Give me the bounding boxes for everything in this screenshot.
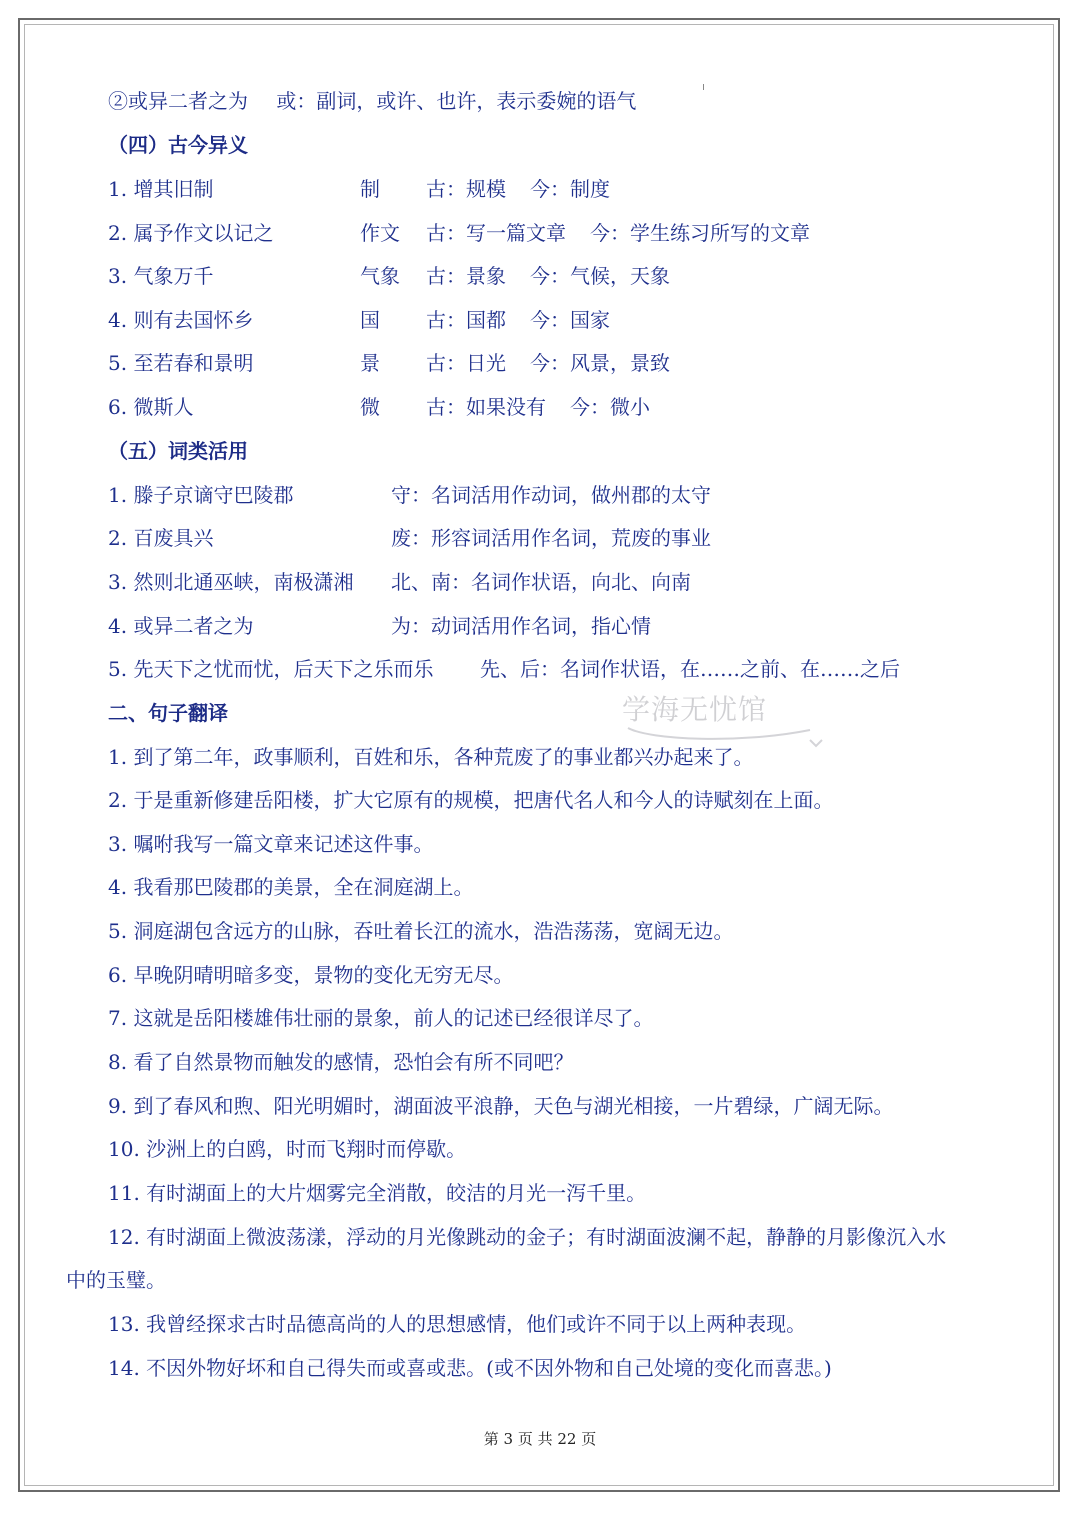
top-item-explain: 或：副词，或许、也许，表示委婉的语气 <box>276 89 637 113</box>
row-explain: 北、南：名词作状语，向北、向南 <box>391 570 691 594</box>
row-sentence: 6. 微斯人 <box>108 395 194 419</box>
row-explain: 先、后：名词作状语，在……之前、在……之后 <box>480 657 900 681</box>
row-gloss: 古：如果没有 今：微小 <box>426 395 650 419</box>
row-word: 气象 <box>360 264 400 288</box>
section5-row <box>108 525 1008 551</box>
translation-item: 8. 看了自然景物而触发的感情，恐怕会有所不同吧？ <box>108 1050 574 1074</box>
section4-row <box>108 263 1008 289</box>
section4-row <box>108 350 1008 376</box>
row-explain: 为：动词活用作名词，指心情 <box>391 614 651 638</box>
row-gloss: 古：日光 今：风景，景致 <box>426 351 670 375</box>
row-word: 国 <box>360 308 380 332</box>
section4-row <box>108 307 1008 333</box>
row-sentence: 3. 然则北通巫峡，南极潇湘 <box>108 570 354 594</box>
section5-title: （五）词类活用 <box>108 439 248 463</box>
translation-item: 13. 我曾经探求古时品德高尚的人的思想感情，他们或许不同于以上两种表现。 <box>108 1312 807 1336</box>
translation-item: 5. 洞庭湖包含远方的山脉，吞吐着长江的流水，浩浩荡荡，宽阔无边。 <box>108 919 734 943</box>
row-sentence: 3. 气象万千 <box>108 264 214 288</box>
translation-item: 7. 这就是岳阳楼雄伟壮丽的景象，前人的记述已经很详尽了。 <box>108 1006 654 1030</box>
row-gloss: 古：写一篇文章 今：学生练习所写的文章 <box>426 221 810 245</box>
row-sentence: 2. 属予作文以记之 <box>108 221 274 245</box>
translation-item: 2. 于是重新修建岳阳楼，扩大它原有的规模，把唐代名人和今人的诗赋刻在上面。 <box>108 788 834 812</box>
watermark-text: 学海无忧馆 <box>622 693 768 726</box>
row-sentence: 1. 滕子京谪守巴陵郡 <box>108 483 294 507</box>
translation-item: 1. 到了第二年，政事顺利，百姓和乐，各种荒废了的事业都兴办起来了。 <box>108 745 754 769</box>
section4-row <box>108 394 1008 420</box>
row-gloss: 古：规模 今：制度 <box>426 177 610 201</box>
translation-item: 4. 我看那巴陵郡的美景，全在洞庭湖上。 <box>108 875 474 899</box>
row-sentence: 4. 则有去国怀乡 <box>108 308 254 332</box>
translation-item-continuation: 中的玉璧。 <box>66 1268 166 1292</box>
translation-item: 6. 早晚阴晴明暗多变，景物的变化无穷无尽。 <box>108 963 514 987</box>
translation-item: 11. 有时湖面上的大片烟雾完全消散，皎洁的月光一泻千里。 <box>108 1181 647 1205</box>
translation-item: 3. 嘱咐我写一篇文章来记述这件事。 <box>108 832 434 856</box>
section5-row <box>108 613 1008 639</box>
row-explain: 废：形容词活用作名词，荒废的事业 <box>391 526 711 550</box>
row-sentence: 4. 或异二者之为 <box>108 614 254 638</box>
row-sentence: 5. 至若春和景明 <box>108 351 254 375</box>
translation-item: 10. 沙洲上的白鸥，时而飞翔时而停歇。 <box>108 1137 467 1161</box>
translation-item: 9. 到了春风和煦、阳光明媚时，湖面波平浪静，天色与湖光相接，一片碧绿，广阔无际。 <box>108 1094 894 1118</box>
row-sentence: 2. 百废具兴 <box>108 526 214 550</box>
section5-row <box>108 482 1008 508</box>
top-item-sentence: ②或异二者之为 <box>108 89 248 113</box>
translation-item: 14. 不因外物好坏和自己得失而或喜或悲。(或不因外物和自己处境的变化而喜悲。) <box>108 1356 832 1380</box>
section4-row <box>108 220 1008 246</box>
row-sentence: 1. 增其旧制 <box>108 177 214 201</box>
translation-item: 12. 有时湖面上微波荡漾，浮动的月光像跳动的金子；有时湖面波澜不起，静静的月影像沉入水 <box>108 1225 947 1249</box>
row-word: 制 <box>360 177 380 201</box>
row-word: 景 <box>360 351 380 375</box>
top-item <box>108 88 636 114</box>
row-sentence: 5. 先天下之忧而忧，后天下之乐而乐 <box>108 657 434 681</box>
row-gloss: 古：景象 今：气候，天象 <box>426 264 670 288</box>
page-footer: 第 3 页 共 22 页 <box>483 1430 597 1448</box>
section4-title: （四）古今异义 <box>108 133 248 157</box>
row-word: 作文 <box>360 221 400 245</box>
section5-row <box>108 569 1008 595</box>
row-word: 微 <box>360 395 380 419</box>
section4-row <box>108 176 1008 202</box>
section5-row <box>108 656 1008 682</box>
row-gloss: 古：国都 今：国家 <box>426 308 610 332</box>
row-explain: 守：名词活用作动词，做州郡的太守 <box>391 483 711 507</box>
translation-title: 二、句子翻译 <box>108 701 228 725</box>
